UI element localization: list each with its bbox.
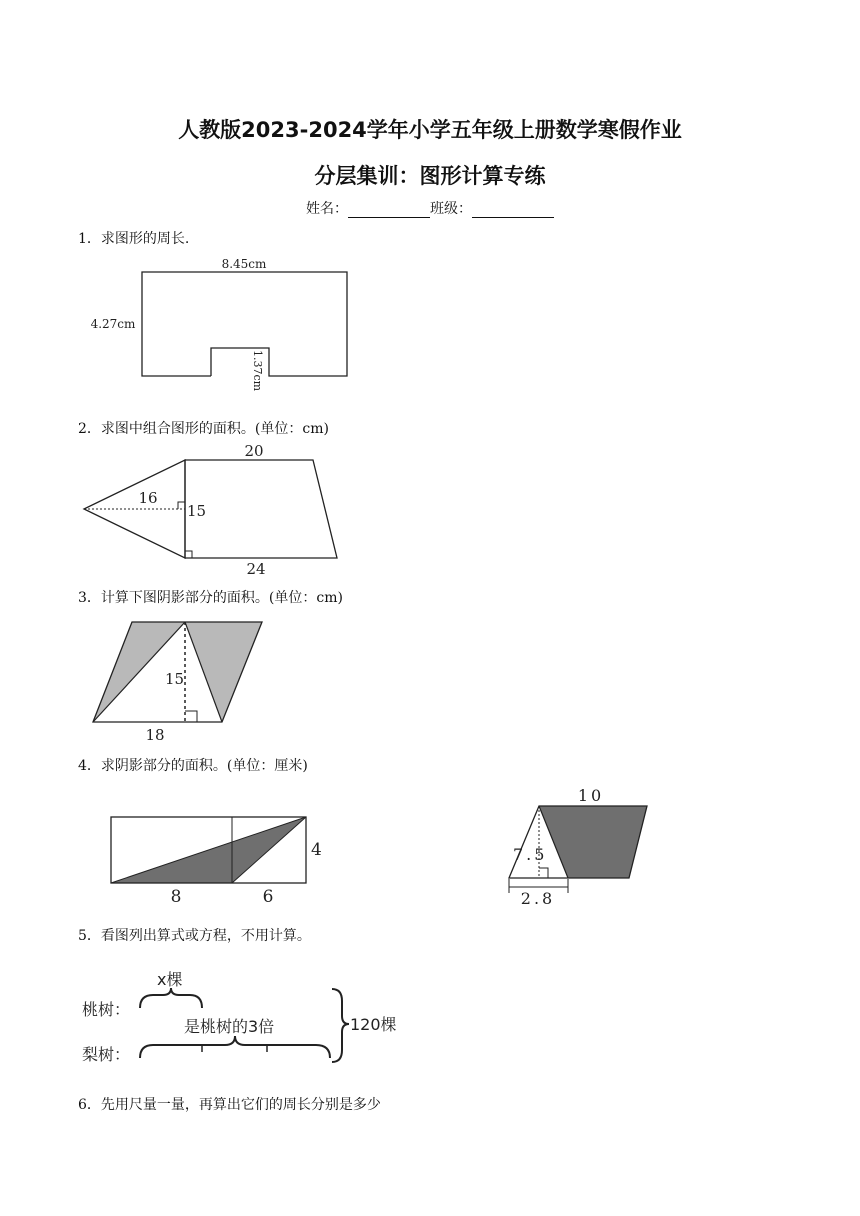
class-label: 班级： — [430, 201, 472, 217]
q1-notched-rectangle — [142, 272, 347, 376]
question-2-text: 2．求图中组合图形的面积。(单位：cm) — [78, 421, 329, 437]
question-1-text: 1．求图形的周长. — [78, 231, 190, 247]
q3-figure — [93, 622, 262, 744]
q3-right-angle-mark — [185, 711, 197, 722]
q5-total-label: 120棵 — [350, 1015, 397, 1034]
q3-base-label: 18 — [145, 726, 165, 744]
q5-pear-label: 梨树： — [82, 1045, 131, 1064]
q4b-figure — [509, 786, 647, 908]
q1-figure — [91, 257, 347, 392]
q4b-bottom-label: 2.8 — [520, 889, 556, 908]
q3-height-label: 15 — [165, 670, 185, 688]
q4a-left-base-label: 8 — [170, 887, 182, 907]
q1-left-label: 4.27cm — [90, 317, 136, 331]
q2-triangle-base-label: 16 — [138, 489, 158, 507]
q5-peach-label: 桃树： — [82, 1000, 131, 1019]
q5-x-label: x棵 — [157, 970, 183, 989]
q2-right-angle-mark — [178, 502, 185, 509]
q1-top-label: 8.45cm — [221, 257, 267, 271]
q2-right-angle-mark-bottom — [185, 551, 192, 558]
q4a-height-label: 4 — [311, 840, 322, 860]
q4b-shaded-part — [539, 806, 647, 878]
q4b-right-angle-mark — [539, 868, 548, 878]
question-6-text: 6．先用尺量一量，再算出它们的周长分别是多少 — [78, 1097, 381, 1113]
q5-peach-brace — [140, 988, 202, 1008]
q5-total-brace — [332, 989, 349, 1062]
q2-figure — [84, 442, 337, 578]
q4b-top-label: 10 — [577, 786, 605, 805]
q4b-height-label: 7.5 — [513, 845, 548, 864]
document-subtitle: 分层集训：图形计算专练 — [314, 164, 546, 188]
q4a-shaded-triangle — [111, 817, 306, 883]
q2-bottom-label: 24 — [246, 560, 266, 578]
q2-trapezoid — [185, 460, 337, 558]
q5-figure — [82, 970, 397, 1064]
q2-height-label: 15 — [187, 502, 207, 520]
q5-pear-brace — [140, 1036, 330, 1058]
question-5-text: 5．看图列出算式或方程，不用计算。 — [78, 928, 311, 944]
q3-shaded-right — [185, 622, 262, 722]
q5-relation-label: 是桃树的3倍 — [184, 1017, 275, 1036]
question-3-text: 3．计算下图阴影部分的面积。(单位：cm) — [78, 590, 343, 606]
q2-top-label: 20 — [244, 442, 264, 460]
q4a-figure — [111, 817, 322, 907]
question-4-text: 4．求阴影部分的面积。(单位：厘米) — [78, 758, 308, 774]
name-label: 姓名： — [306, 201, 348, 217]
q1-notch-label: 1.37cm — [251, 350, 264, 392]
q4a-right-base-label: 6 — [262, 887, 274, 907]
document-title: 人教版2023-2024学年小学五年级上册数学寒假作业 — [178, 118, 682, 142]
